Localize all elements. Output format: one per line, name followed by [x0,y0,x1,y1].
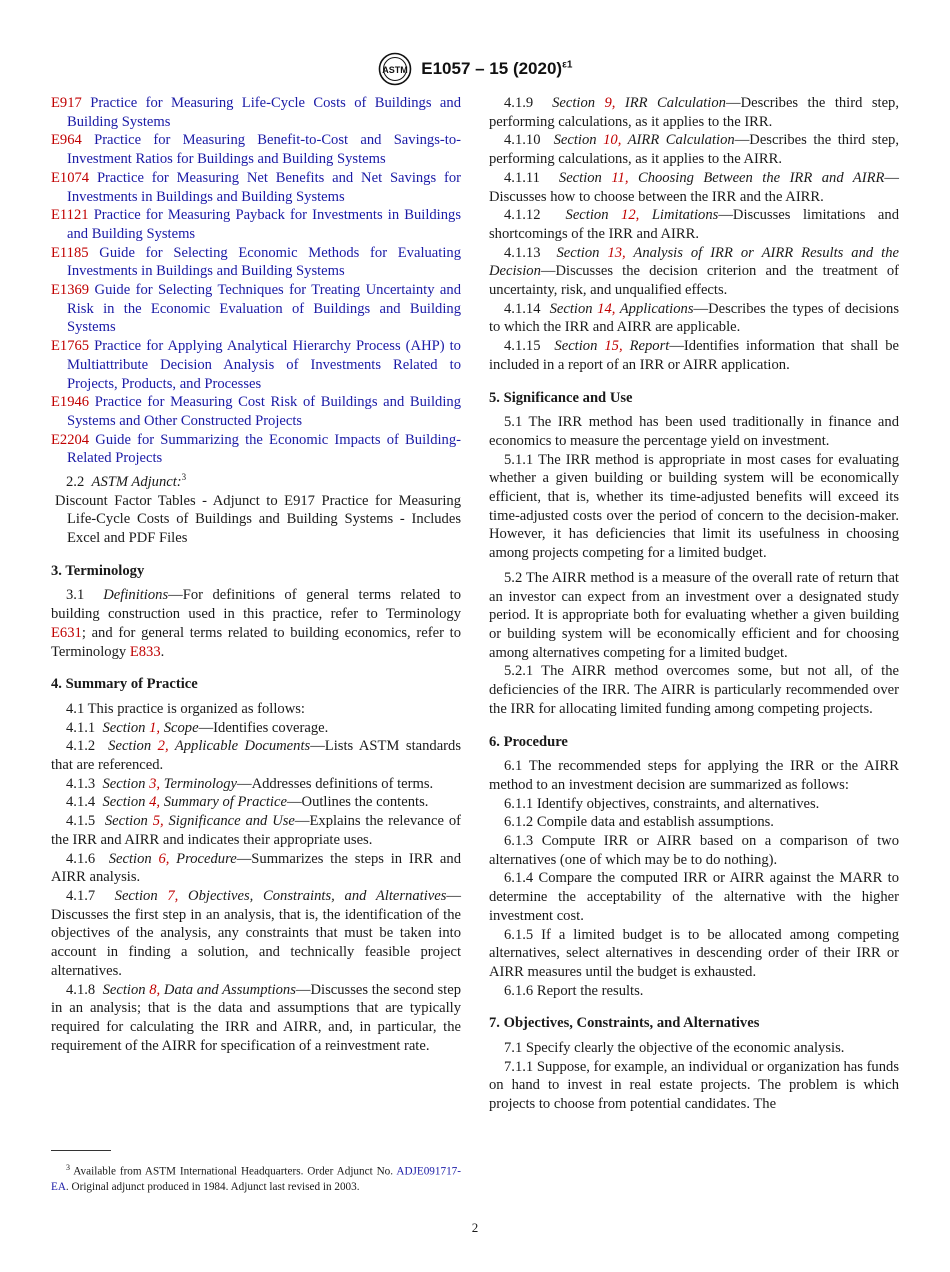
reference-item[interactable]: E1765 Practice for Applying Analytical Hierarchy Process (AHP) to Multiattribute Decision Analysis of Investments Related to Projects, Products, and Processes [51,338,461,392]
section-6-paragraph: 6.1.1 Identify objectives, constraints, and alternatives. [504,795,820,812]
summary-item: 4.1.15 Section 15, Report—Identifies information that shall be included in a report of an IRR or AIRR application. [489,338,899,373]
summary-item: 4.1.6 Section 6, Procedure—Summarizes the steps in IRR and AIRR analysis. [51,850,461,886]
reference-item[interactable]: E964 Practice for Measuring Benefit-to-Cost and Savings-to-Investment Ratios for Buildings and Building Systems [51,132,461,168]
section-3-heading: 3. Terminology [51,562,145,579]
section-5-paragraph: 5.1.1 The IRR method is appropriate in most cases for evaluating whether a given building or building system will be economically efficient, that is, whether its time-adjusted benefits will exceed its time-adjusted costs over the period of concern to the decision-maker. However, it has deficiencies that limit its usefulness in choosing among projects competing for a limited budget. [489,451,899,562]
left-column [51,94,461,1055]
section-7-heading: 7. Objectives, Constraints, and Alternatives [489,1015,760,1032]
section-6-paragraph: 6.1 The recommended steps for applying the IRR or the AIRR method to an investment decision are summarized as follows: [489,758,899,793]
summary-item: 4.1.10 Section 10, AIRR Calculation—Describes the third step, performing calculations, as it applies to the AIRR. [489,132,899,168]
page-header [0,52,950,86]
section-6-paragraph: 6.1.2 Compile data and establish assumptions. [504,814,774,831]
standard-designation: E1057 – 15 $(2020)^{\varepsilon 1}$ [421,59,573,78]
reference-item[interactable]: E1074 Practice for Measuring Net Benefits and Net Savings for Investments in Buildings and Building Systems [51,169,461,205]
summary-item: 4.1.9 Section 9, IRR Calculation—Describes the third step, performing calculations, as it applies to the IRR. [489,95,899,130]
summary-item: 4.1.1 Section 1, Scope—Identifies coverage. [66,719,329,736]
summary-item: 4.1.5 Section 5, Significance and Use—Explains the relevance of the IRR and AIRR and indicates their appropriate uses. [51,813,461,848]
summary-item: 4.1.13 Section 13, Analysis of IRR or AIRR Results and the Decision—Discusses the decision criterion and the treatment of uncertainty, risk, and unqualified effects. [489,244,900,299]
reference-item[interactable]: E1121 Practice for Measuring Payback for Investments in Buildings and Building Systems [51,207,462,242]
reference-item[interactable]: E2204 Guide for Summarizing the Economic Impacts of Building-Related Projects [51,431,461,467]
summary-item: 4.1.11 Section 11, Choosing Between the IRR and AIRR—Discusses how to choose between the IRR and the AIRR. [489,169,900,205]
summary-item: 4.1.12 Section 12, Limitations—Discusses limitations and shortcomings of the IRR and AIRR. [489,207,900,242]
summary-item: 4.1.14 Section 14, Applications—Describes the types of decisions to which the IRR and AIRR are applicable. [489,300,900,336]
adjunct-order-link[interactable]: ADJE091717-EA [51,1165,461,1194]
section-6-paragraph: 6.1.4 Compare the computed IRR or AIRR against the MARR to determine the acceptability of the alternative with the higher investment cost. [489,870,899,924]
section-6-paragraph: 6.1.5 If a limited budget is to be allocated among competing alternatives, select alternatives in descending order of their IRR or AIRR measures until the budget is exhausted. [489,926,899,980]
section-5-heading: 5. Significance and Use [489,389,633,406]
summary-item: 4.1.2 Section 2, Applicable Documents—Lists ASTM standards that are referenced. [51,738,462,774]
section-3-paragraph: 3.1 Definitions—For definitions of general terms related to building construction used in this practice, refer to Terminology E631; and for general terms related to building economics, refer to Terminology E833. [51,587,462,660]
section-5-paragraph: 5.2.1 The AIRR method overcomes some, but not all, of the deficiencies of the IRR. The AIRR is particularly recommended over the IRR for allocating limited funding among competing projects. [489,663,899,717]
footnote: $^3$ Available from ASTM International Headquarters. Order Adjunct No. ADJE091717-EA. Original adjunct produced in 1984. Adjunct last revised in 2003. [51,1163,461,1194]
ref-link-e833[interactable]: E833 [129,643,161,660]
section-6-heading: 6. Procedure [489,733,568,750]
summary-item: 4.1.8 Section 8, Data and Assumptions—Discusses the second step in an analysis; that is the data and assumptions that are typically required for calculating the IRR and AIRR, and, in particular, the requirement of the AIRR for specification of a reinvestment rate. [51,981,462,1054]
section-7-paragraph: 7.1.1 Suppose, for example, an individual or organization has funds on hand to invest in real estate projects. The problem is which projects to choose from potential candidates. The [489,1058,899,1113]
reference-item[interactable]: E1369 Guide for Selecting Techniques for Treating Uncertainty and Risk in the Economic Evaluation of Buildings and Building Systems [51,282,462,336]
reference-item[interactable]: E1185 Guide for Selecting Economic Methods for Evaluating Investments in Buildings and Building Systems [51,244,461,280]
section-5-paragraph: 5.1 The IRR method has been used traditionally in finance and economics to measure the percentage yield on investment. [489,414,899,449]
logo-text: ASTM [381,65,408,75]
summary-item: 4.1.3 Section 3, Terminology—Addresses definitions of terms. [66,775,434,792]
reference-item[interactable]: E1946 Practice for Measuring Cost Risk of Buildings and Building Systems and Other Constructed Projects [51,394,461,429]
ref-link-e631[interactable]: E631 [51,624,82,641]
section-4-heading: 4. Summary of Practice [51,676,198,693]
adjunct-text: Discount Factor Tables - Adjunct to E917 Practice for Measuring Life-Cycle Costs of Buildings and Building Systems - Includes Excel and PDF Files [55,492,461,547]
section-4-intro: 4.1 This practice is organized as follows: [66,700,305,717]
summary-item: 4.1.7 Section 7, Objectives, Constraints, and Alternatives—Discusses the first step in an analysis, that is, the identification of the objectives of the analysis, any constraints that must be taken into account in finding a solution, and technically feasible project alternatives. [51,887,461,979]
section-5-paragraph: 5.2 The AIRR method is a measure of the overall rate of return that an investor can expect from an investment over a designated study period. It is appropriate both for evaluating whether a given building or building system will be economically efficient and for choosing among alternatives competing for a limited budget. [489,569,899,661]
footnote-divider [51,1150,111,1151]
summary-item: 4.1.4 Section 4, Summary of Practice—Outlines the contents. [66,794,429,811]
section-7-paragraph: 7.1 Specify clearly the objective of the economic analysis. [504,1040,845,1057]
page-number: 2 [471,1220,479,1235]
section-6-paragraph: 6.1.3 Compute IRR or AIRR based on a comparison of two alternatives (one of which may be to do nothing). [489,833,899,868]
astm-logo-icon [378,52,412,86]
reference-item[interactable]: E917 Practice for Measuring Life-Cycle Costs of Buildings and Building Systems [51,95,461,130]
right-column [489,94,899,1114]
reference-list [51,94,461,468]
section-6-paragraph: 6.1.6 Report the results. [504,982,644,999]
adjunct-heading: 2.2 ASTM Adjunct:$^3$ [66,472,187,490]
